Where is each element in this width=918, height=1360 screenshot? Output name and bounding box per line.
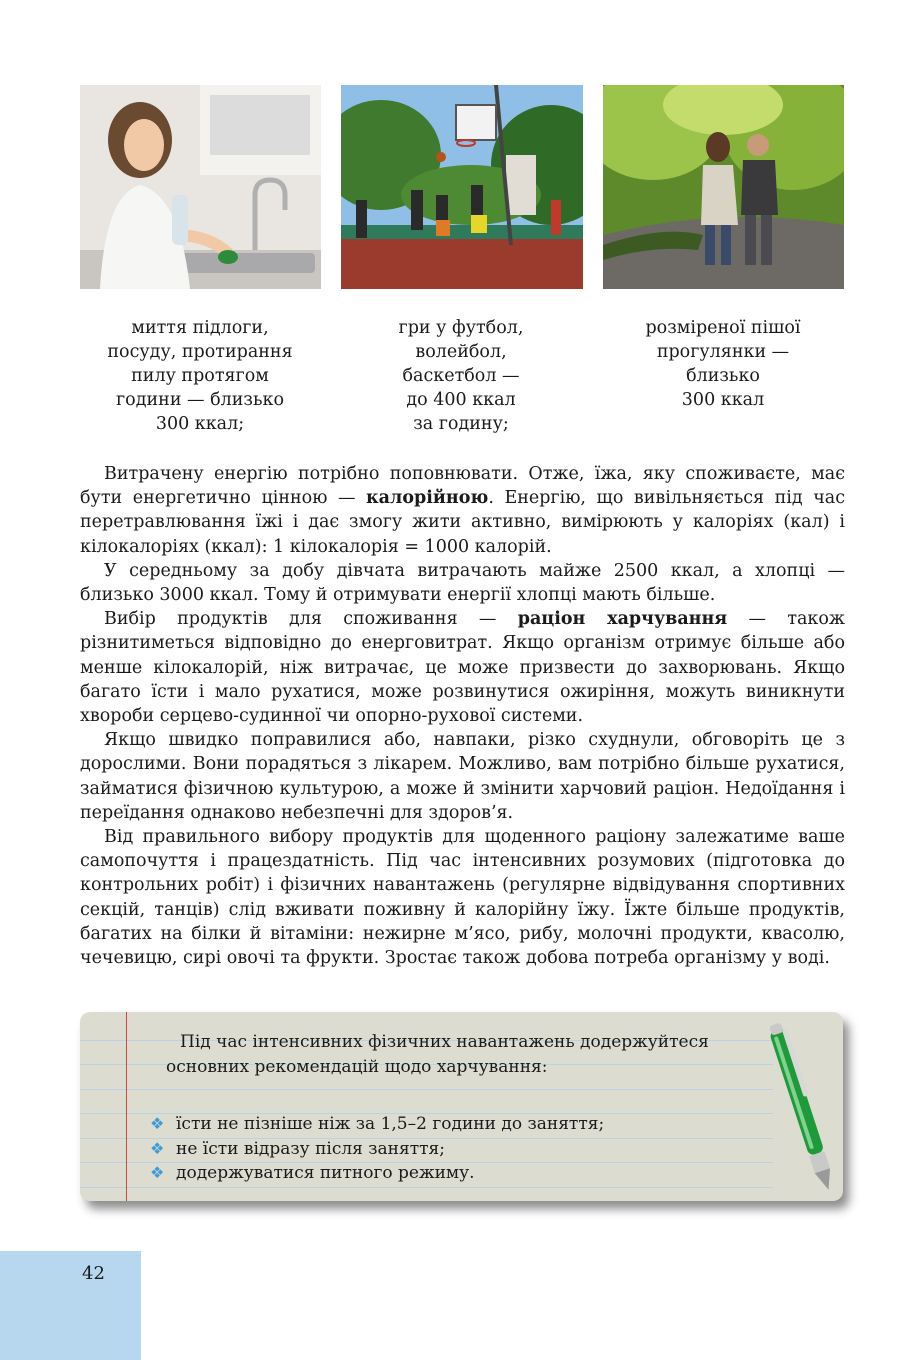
body-text [80,462,845,970]
caption-line: миття підлоги, [131,318,269,338]
list-item-text: не їсти відразу після заняття; [176,1138,446,1159]
recommendation-list [150,1112,770,1186]
list-item [150,1137,770,1162]
caption-walking [603,316,843,412]
list-item [150,1161,770,1186]
caption-line: гри у футбол, [398,318,524,338]
caption-line: прогулянки — [656,342,790,362]
caption-housework [80,316,320,436]
page-number-tab [0,1251,141,1360]
caption-line: 300 ккал; [155,414,245,434]
paragraph-text: Вибір продуктів для споживання — [104,609,518,630]
diamond-bullet-icon: ❖ [150,1163,165,1183]
diamond-bullet-icon: ❖ [150,1138,165,1158]
photo-couple-walking-park [603,85,844,289]
green-pen-icon [767,1018,837,1198]
caption-line: 300 ккал [681,390,765,410]
ruled-line [80,1187,773,1188]
paragraph-text: — також різнитиметься відповідно до енерговитрат. Якщо організм отримує більше або менше кілокалорій, ніж витрачає, це може призвести до захворювань. Якщо багато їсти і мало рухатися, може розвинутися ожиріння, можуть виникнути хвороби серцево-судинної чи опорно-рухової системи. [80,609,845,727]
ruled-line [80,1089,773,1090]
list-item-text: їсти не пізніше ніж за 1,5–2 години до заняття; [176,1114,605,1134]
caption-line: розміреної пішої [645,318,801,338]
diamond-bullet-icon: ❖ [150,1114,165,1133]
paragraph [80,462,845,559]
paragraph [80,559,845,607]
caption-line: за годину; [413,414,509,434]
bold-term: раціон харчування [517,609,728,630]
paragraph-text: Витрачену енергію потрібно поповнювати. Отже, їжа, яку споживаєте, має бути енергетично цінною — [80,464,845,509]
paragraph-text: . Енергію, що вивільняється під час перетравлювання їжі і дає змогу жити активно, вимірюють у калоріях (кал) і кілокалоріях (ккал): 1 кілокалорія = 1000 калорій. [80,488,845,557]
caption-line: баскетбол — [402,366,520,386]
caption-line: до 400 ккал [406,390,516,410]
caption-line: посуду, протирання [107,342,293,362]
note-text [166,1030,766,1079]
photo-woman-washing-dishes [80,85,321,289]
paragraph [80,825,845,970]
page-number: 42 [82,1263,105,1284]
recommendation-note [80,1012,843,1201]
caption-line: пилу протягом [131,366,269,386]
margin-line [126,1012,127,1201]
caption-ball-games [341,316,581,436]
paragraph-text: Якщо швидко поправилися або, навпаки, різко схуднули, обговоріть це з дорослими. Вони порадяться з лікарем. Можливо, вам потрібно більше рухатися, займатися фізичною культурою, а може й змінити харчовий раціон. Недоїдання і переїдання однаково небезпечні для здоров’я. [80,730,845,823]
photo-basketball-game [341,85,583,289]
list-item-text: додержуватися питного режиму. [176,1163,475,1184]
list-item [150,1112,770,1137]
paragraph [80,607,845,728]
caption-line: волейбол, [415,342,507,362]
caption-line: близько [686,366,760,386]
note-intro: Під час інтенсивних фізичних навантажень додержуйтеся основних рекомендацій щодо харчування: [166,1032,709,1077]
caption-line: години — близько [116,390,284,410]
paragraph-text: Від правильного вибору продуктів для щоденного раціону залежатиме ваше самопочуття і працездатність. Під час інтенсивних розумових (підготовка до контрольних робіт) і фізичних навантажень (регулярне відвідування спортивних секцій, танців) слід вживати поживну й калорійну їжу. Їжте більше продуктів, багатих на білки й вітаміни: нежирне м’ясо, рибу, молочні продукти, квасолю, чечевицю, сирі овочі та фрукти. Зростає також добова потреба організму у воді. [80,827,845,969]
bold-term: калорійною [366,488,489,509]
paragraph-text: У середньому за добу дівчата витрачають майже 2500 ккал, а хлопці — близько 3000 ккал. Тому й отримувати енергії хлопці мають більше. [80,560,845,606]
paragraph [80,728,845,825]
